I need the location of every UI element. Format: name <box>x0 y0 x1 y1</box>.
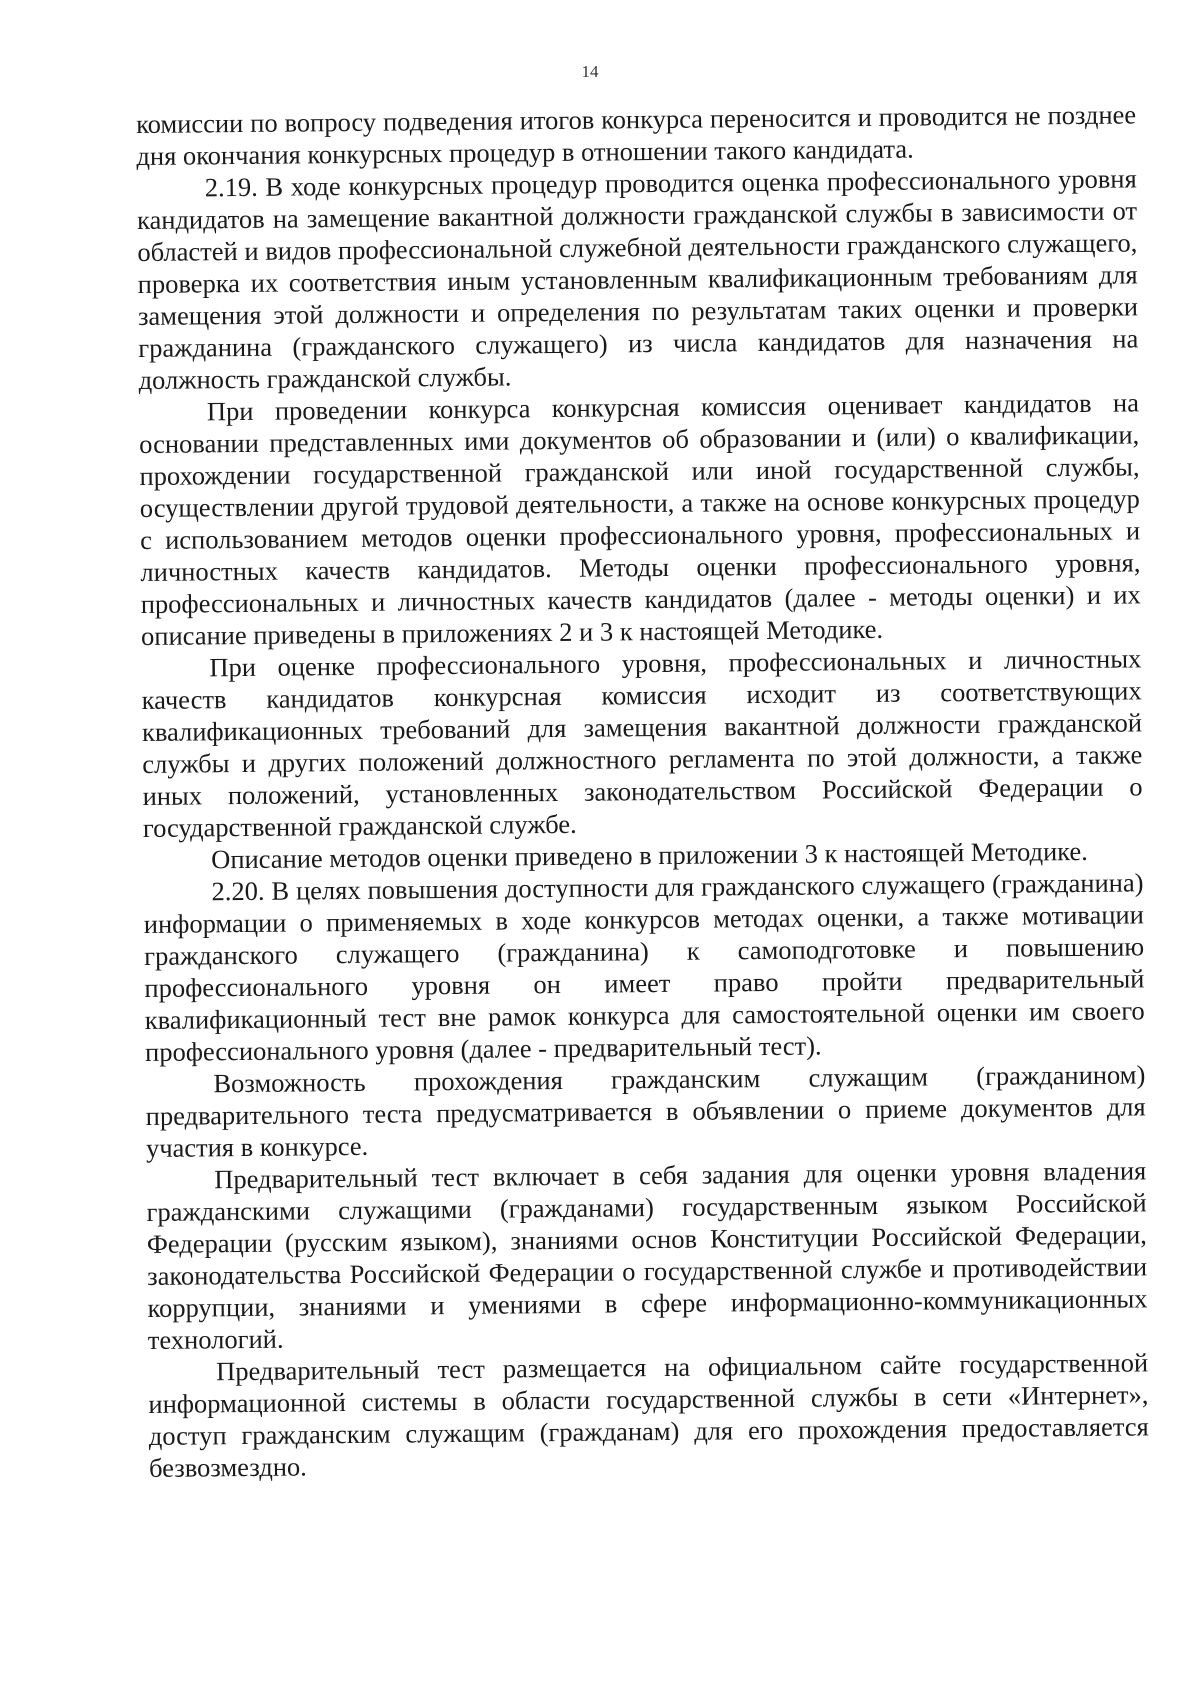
paragraph-2-20: 2.20. В целях повышения доступности для гражданского служащего (гражданина) информации о применяемых в ходе конкурсов методах оценки, а также мотивации гражданского служащего (гражданина) к самоподготовке и повышению профессионального уровня он имеет право пройти предварительный квалификационный тест вне рамок конкурса для самостоятельной оценки им своего профессионального уровня (далее - предварительный тест). <box>143 867 1145 1067</box>
paragraph-continuation: комиссии по вопросу подведения итогов конкурса переносится и проводится не позднее дня окончания конкурсных процедур в отношении такого кандидата. <box>136 99 1137 171</box>
paragraph-competition-assessment: При проведении конкурса конкурсная комиссия оценивает кандидатов на основании представленных ими документов об образовании и (или) о квалификации, прохождении государственной гражданской или иной государственной службы, осуществлении другой трудовой деятельности, а также на основе конкурсных процедур с использованием методов оценки профессионального уровня, профессиональных и личностных качеств кандидатов. Методы оценки профессионального уровня, профессиональных и личностных качеств кандидатов (далее - методы оценки) и их описание приведены в приложениях 2 и 3 к настоящей Методике. <box>139 387 1141 651</box>
paragraph-assessment-basis: При оценке профессионального уровня, профессиональных и личностных качеств кандидатов конкурсная комиссия исходит из соответствующих квалификационных требований для замещения вакантной должности гражданской службы и других положений должностного регламента по этой должности, а также иных положений, установленных законодательством Российской Федерации о государственной гражданской службе. <box>141 643 1143 843</box>
paragraph-preliminary-test-placement: Предварительный тест размещается на официальном сайте государственной информационной системы в области государственной службы в сети «Интернет», доступ гражданским служащим (гражданам) для его прохождения предоставляется безвозмездно. <box>148 1347 1149 1483</box>
paragraph-methods-description: Описание методов оценки приведено в приложении 3 к настоящей Методике. <box>211 835 1088 875</box>
paragraph-preliminary-test-content: Предварительный тест включает в себя задания для оценки уровня владения гражданскими служащими (гражданами) государственным языком Российской Федерации (русским языком), знаниями основ Конституции Российской Федерации, законодательства Российской Федерации о государственной службе и противодействии коррупции, знаниями и умениями в сфере информационно-коммуникационных технологий. <box>146 1155 1148 1355</box>
paragraph-2-19: 2.19. В ходе конкурсных процедур проводится оценка профессионального уровня кандидатов на замещение вакантной должности гражданской службы в зависимости от областей и видов профессиональной служебной деятельности гражданского служащего, проверка их соответствия иным установленным квалификационным требованиям для замещения этой должности и определения по результатам таких оценки и проверки гражданина (гражданского служащего) из числа кандидатов для назначения на должность гражданской службы. <box>136 163 1139 395</box>
paragraph-preliminary-test-possibility: Возможность прохождения гражданским служащим (гражданином) предварительного теста предусматривается в объявлении о приеме документов для участия в конкурсе. <box>145 1059 1146 1163</box>
page-number: 14 <box>581 62 599 81</box>
document-body <box>136 98 1149 1484</box>
